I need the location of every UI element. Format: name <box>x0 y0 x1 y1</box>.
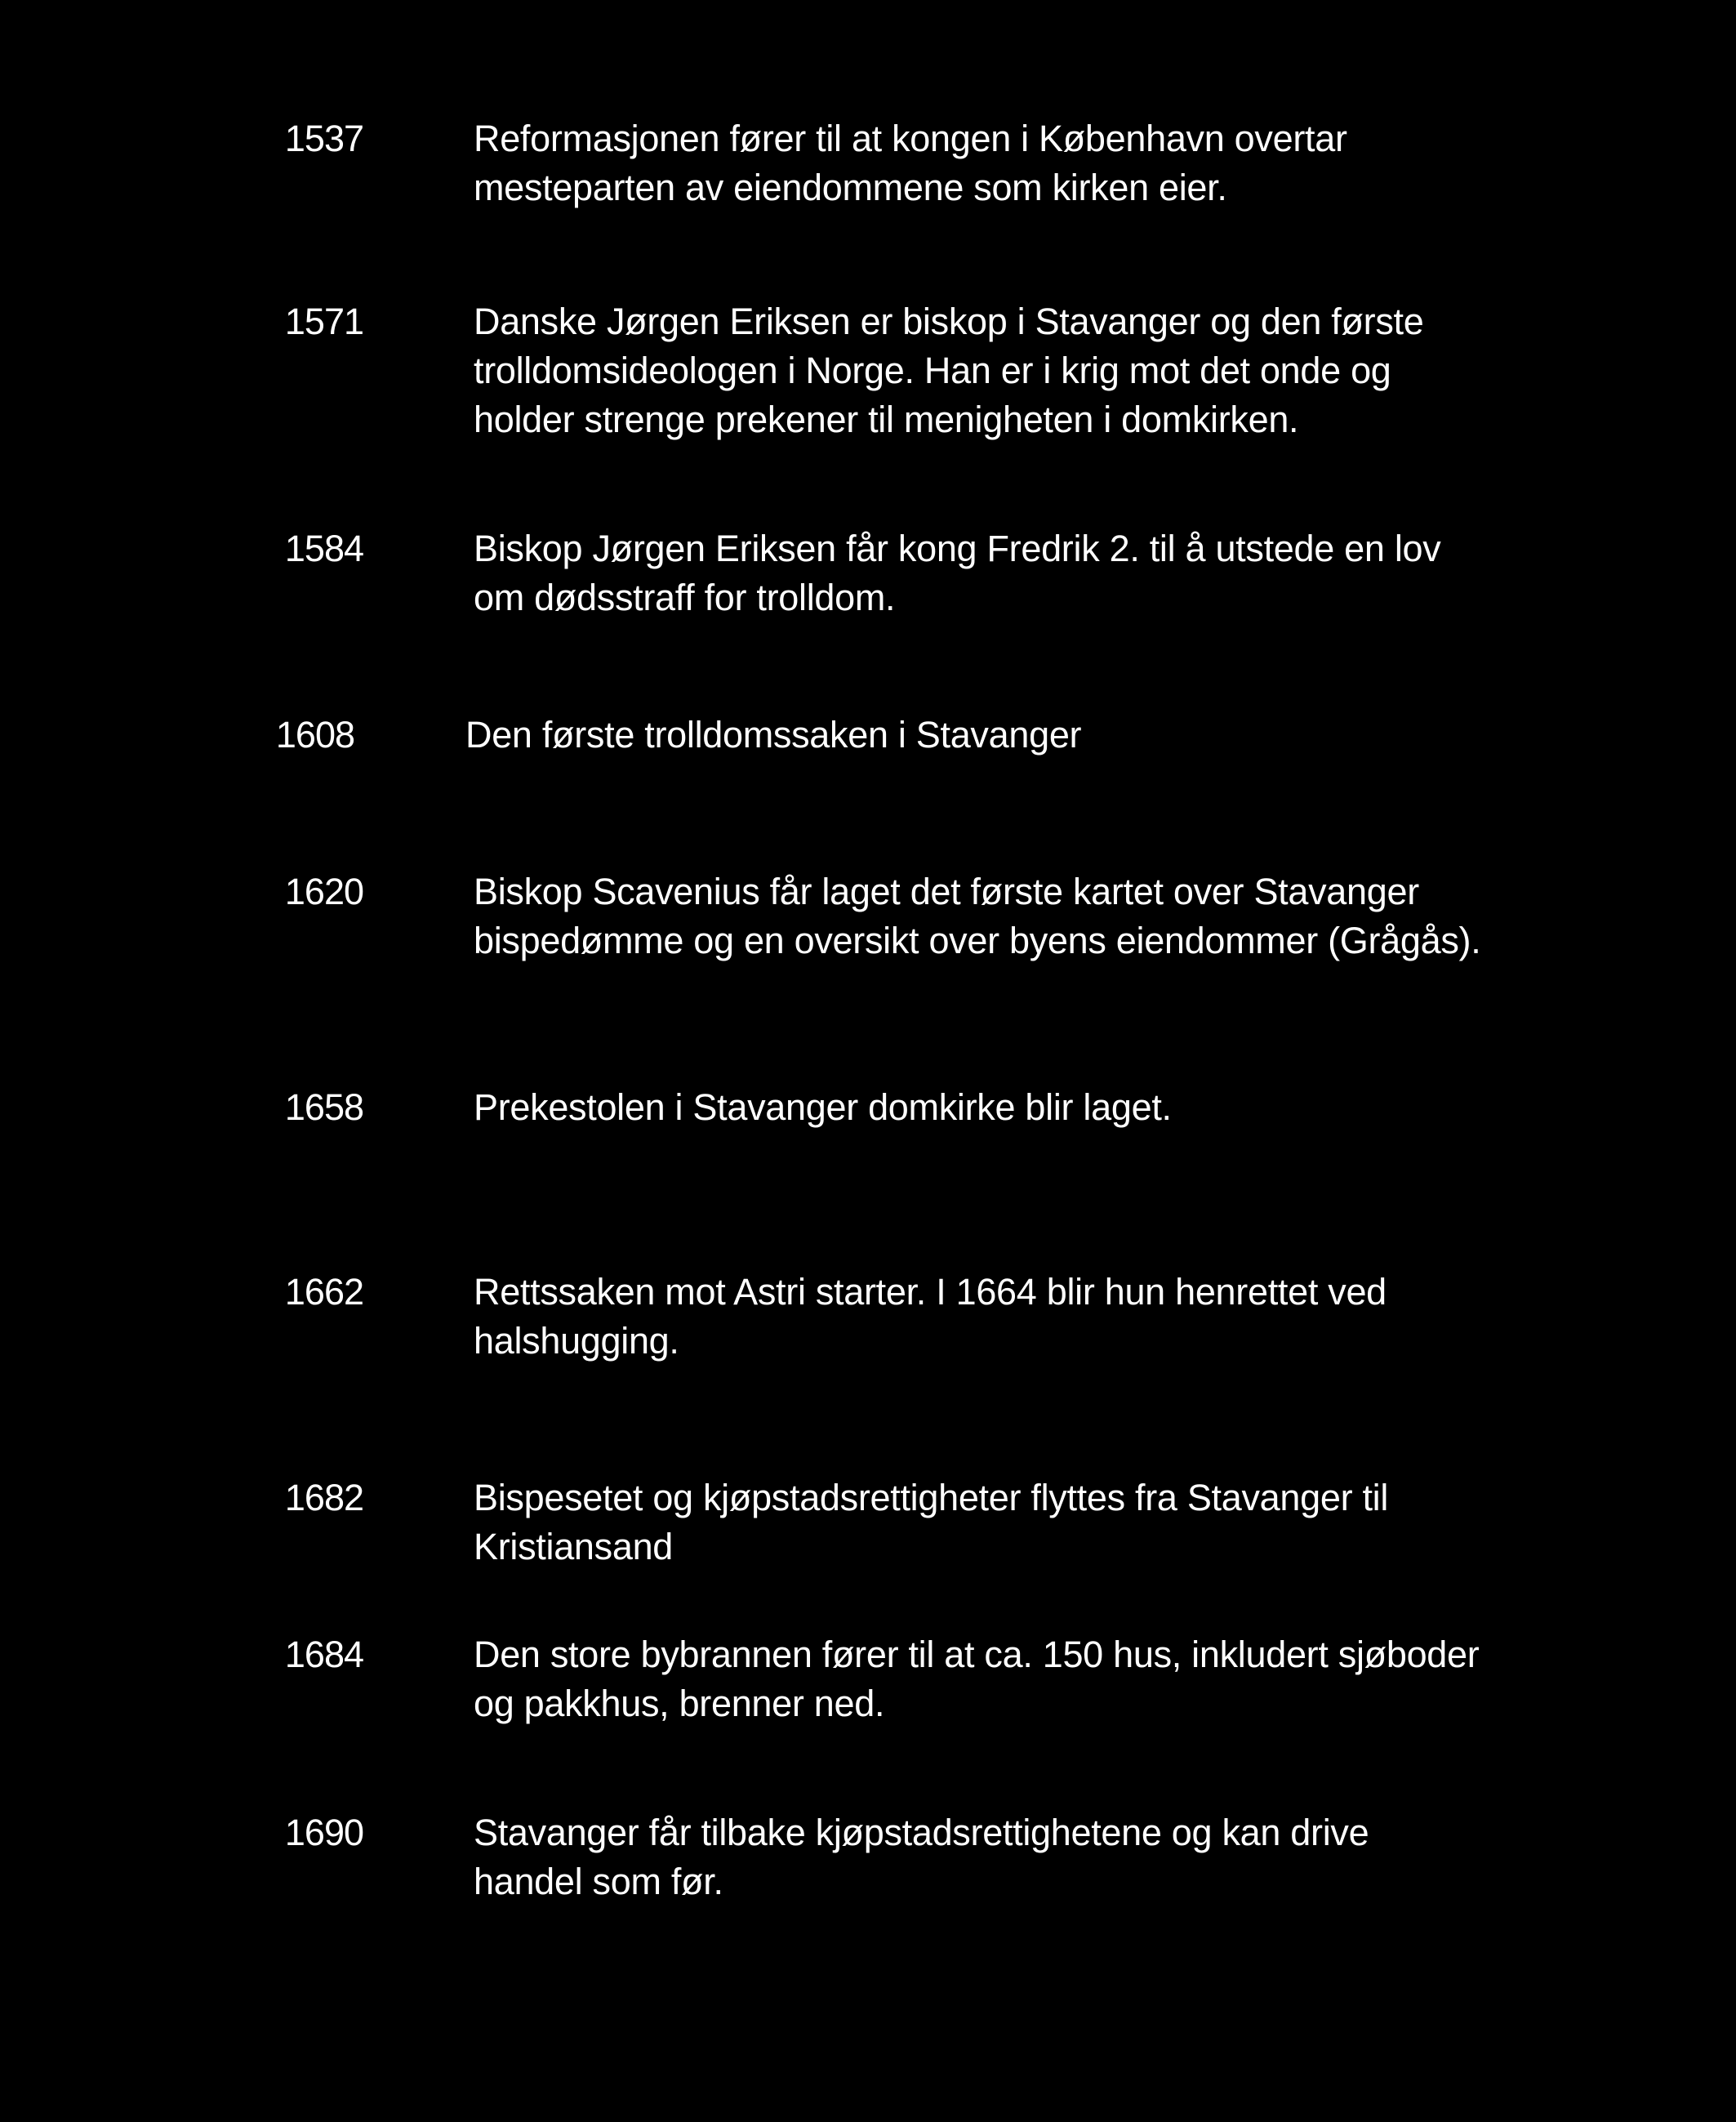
entry-text-line: Bispesetet og kjøpstadsrettigheter flyttes fra Stavanger til <box>474 1477 1389 1518</box>
entry-text-line: Prekestolen i Stavanger domkirke blir laget. <box>474 1086 1172 1128</box>
entry-year: 1690 <box>284 1812 363 1853</box>
entry-text-line: holder strenge prekener til menigheten i domkirken. <box>474 399 1299 440</box>
entry-text-line: Danske Jørgen Eriksen er biskop i Stavanger og den første <box>474 301 1424 342</box>
entry-year: 1662 <box>284 1271 363 1313</box>
entry-description <box>474 297 1560 444</box>
entry-description <box>474 1630 1560 1728</box>
entry-text-line: Den store bybrannen fører til at ca. 150 hus, inkludert sjøboder <box>474 1634 1480 1675</box>
entry-text-line: handel som før. <box>474 1861 723 1902</box>
entry-text-line: Reformasjonen fører til at kongen i København overtar <box>474 118 1347 159</box>
entry-text-line: Biskop Jørgen Eriksen får kong Fredrik 2. til å utstede en lov <box>474 528 1441 569</box>
entry-description <box>474 1268 1560 1366</box>
entry-description <box>474 524 1560 622</box>
entry-description <box>474 1473 1560 1571</box>
entry-text-line: Biskop Scavenius får laget det første kartet over Stavanger <box>474 871 1419 912</box>
entry-year: 1620 <box>284 871 363 912</box>
entry-year: 1658 <box>284 1086 363 1128</box>
entry-text-line: halshugging. <box>474 1320 679 1362</box>
entry-year: 1584 <box>284 528 363 569</box>
entry-text-line: trolldomsideologen i Norge. Han er i krig mot det onde og <box>474 350 1391 391</box>
entry-text-line: Den første trolldomssaken i Stavanger <box>465 714 1082 756</box>
entry-year: 1682 <box>284 1477 363 1518</box>
entry-description <box>474 1808 1560 1906</box>
entry-year: 1684 <box>284 1634 363 1675</box>
entry-text-line: Kristiansand <box>474 1526 674 1567</box>
entry-description <box>474 114 1560 212</box>
entry-description <box>474 867 1560 965</box>
entry-year: 1571 <box>284 301 363 342</box>
entry-text-line: Stavanger får tilbake kjøpstadsrettighetene og kan drive <box>474 1812 1369 1853</box>
entry-text-line: Rettssaken mot Astri starter. I 1664 blir hun henrettet ved <box>474 1271 1387 1313</box>
entry-description <box>465 711 1551 760</box>
entry-year: 1537 <box>284 118 363 159</box>
entry-text-line: om dødsstraff for trolldom. <box>474 577 896 618</box>
entry-text-line: og pakkhus, brenner ned. <box>474 1683 885 1724</box>
entry-text-line: mesteparten av eiendommene som kirken eier. <box>474 167 1227 208</box>
entry-year: 1608 <box>275 714 354 756</box>
entry-text-line: bispedømme og en oversikt over byens eiendommer (Grågås). <box>474 920 1481 961</box>
entry-description <box>474 1083 1560 1132</box>
